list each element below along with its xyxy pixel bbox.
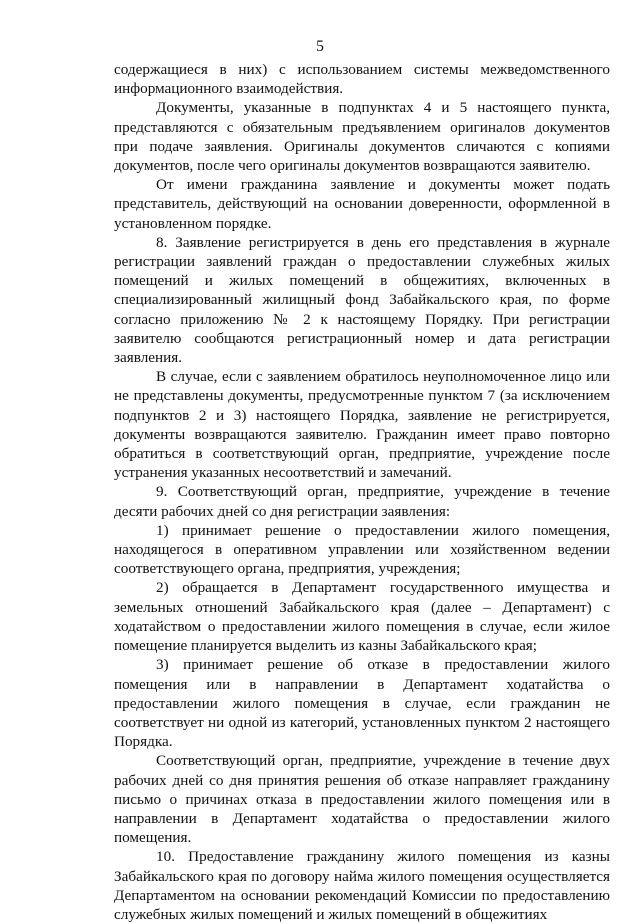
paragraph-documents-originals: Документы, указанные в подпунктах 4 и 5 настоящего пункта, представляются с обязательным предъявлением оригиналов документов при подаче заявления. Оригиналы документов сличаются с копиями документов, после чего оригиналы документов возвращаются заявителю. xyxy=(114,99,610,175)
paragraph-item-9: 9. Соответствующий орган, предприятие, учреждение в течение десяти рабочих дней со дня регистрации заявления: xyxy=(114,483,610,520)
paragraph-item-8: 8. Заявление регистрируется в день его представления в журнале регистрации заявлений граждан о предоставлении служебных жилых помещений и жилых помещений в общежитиях, включенных в специализированный жилищный фонд Забайкальского края, по форме согласно приложению № 2 к настоящему Порядку. При регистрации заявителю сообщаются регистрационный номер и дата регистрации заявления. xyxy=(114,233,610,367)
paragraph-refusal-letter: Соответствующий орган, предприятие, учреждение в течение двух рабочих дней со дня принятия решения об отказе направляет гражданину письмо о причинах отказа в предоставлении жилого помещения или в направлении в Департамент ходатайства о предоставлении жилого помещения. xyxy=(114,752,610,847)
paragraph-representative: От имени гражданина заявление и документы может подать представитель, действующий на основании доверенности, оформленной в установленном порядке. xyxy=(114,176,610,232)
paragraph-subitem-3: 3) принимает решение об отказе в предоставлении жилого помещения или в направлении в Департамент ходатайства о предоставлении жилого помещения в случае, если гражданин не соответствует ни одной из категорий, установленных пунктом 2 настоящего Порядка. xyxy=(114,656,610,751)
paragraph-refusal-registration: В случае, если с заявлением обратилось неуполномоченное лицо или не представлены документы, предусмотренные пунктом 7 (за исключением подпунктов 2 и 3) настоящего Порядка, заявление не регистрируется, документы возвращаются заявителю. Гражданин имеет право повторно обратиться в соответствующий орган, предприятие, учреждение после устранения указанных несоответствий и замечаний. xyxy=(114,368,610,482)
paragraph-item-10: 10. Предоставление гражданину жилого помещения из казны Забайкальского края по договору найма жилого помещения осуществляется Департаментом на основании рекомендаций Комиссии по предоставлению служебных жилых помещений и жилых помещений в общежитиях xyxy=(114,848,610,923)
paragraph-continuation: содержащиеся в них) с использованием системы межведомственного информационного взаимодействия. xyxy=(114,61,610,98)
page-number: 5 xyxy=(316,38,324,55)
paragraph-subitem-1: 1) принимает решение о предоставлении жилого помещения, находящегося в оперативном управлении или хозяйственном ведении соответствующего органа, предприятия, учреждения; xyxy=(114,521,610,578)
paragraph-subitem-2: 2) обращается в Департамент государственного имущества и земельных отношений Забайкальского края (далее – Департамент) с ходатайством о предоставлении жилого помещения в случае, если жилое помещение планируется выделить из казны Забайкальского края; xyxy=(114,579,610,655)
document-body xyxy=(114,60,610,924)
